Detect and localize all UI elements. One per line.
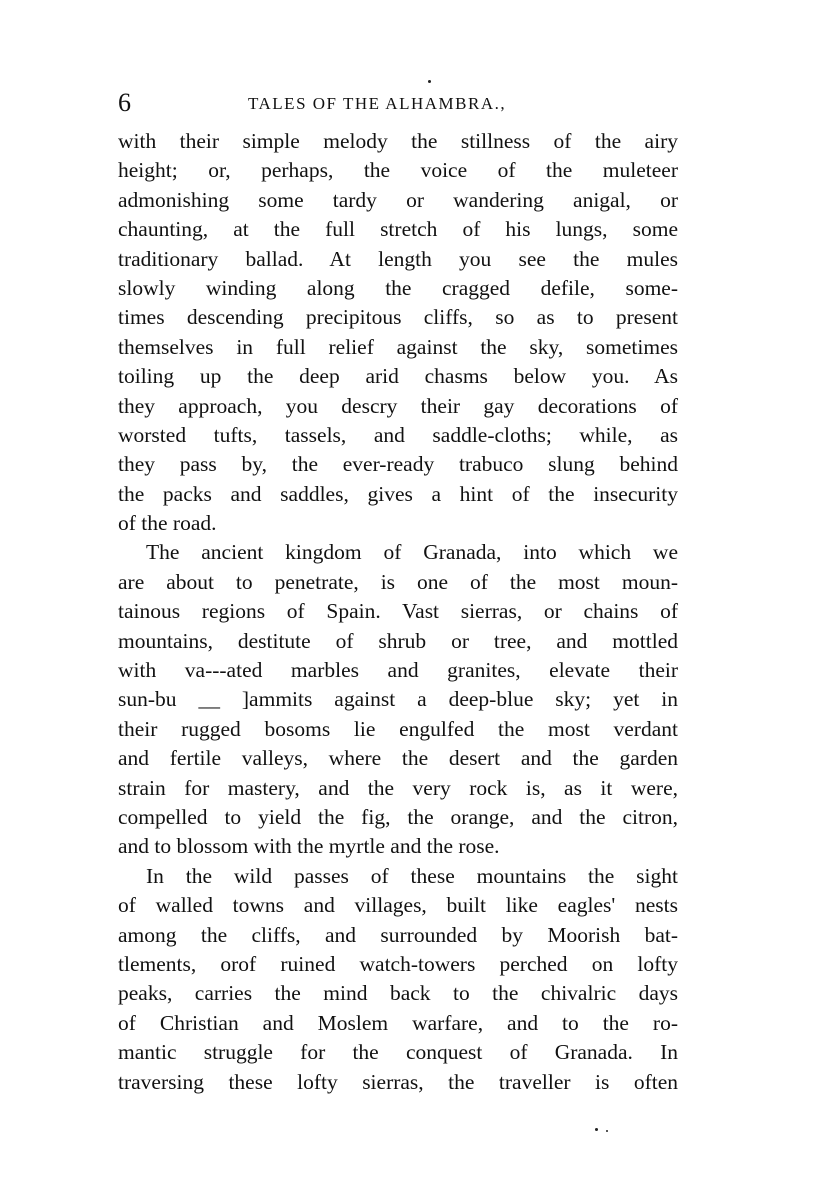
text-line: of the road.: [118, 511, 217, 536]
text-line: and fertile valleys, where the desert and the garden: [118, 746, 678, 771]
text-line: toiling up the deep arid chasms below you. As: [118, 364, 678, 389]
text-line: the packs and saddles, gives a hint of the insecurity: [118, 481, 678, 506]
print-speck: [606, 1130, 608, 1132]
text-line: traditionary ballad. At length you see the mules: [118, 246, 678, 271]
text-line: The ancient kingdom of Granada, into which we: [146, 540, 678, 565]
text-line: tlements, orof ruined watch-towers perched on lofty: [118, 951, 678, 976]
text-line: their rugged bosoms lie engulfed the most verdant: [118, 716, 678, 741]
body-text: [118, 127, 678, 1097]
text-line: sun-bu __ ]ammits against a deep-blue sky; yet in: [118, 687, 678, 712]
text-line: of Christian and Moslem warfare, and to the ro-: [118, 1010, 678, 1035]
text-line: mountains, destitute of shrub or tree, and mottled: [118, 628, 678, 653]
text-line: admonishing some tardy or wandering anigal, or: [118, 187, 678, 212]
text-line: mantic struggle for the conquest of Granada. In: [118, 1040, 678, 1065]
text-line: with their simple melody the stillness of the airy: [118, 129, 678, 153]
text-line: chaunting, at the full stretch of his lungs, some: [118, 217, 678, 242]
text-line: they approach, you descry their gay decorations of: [118, 393, 678, 418]
text-line: strain for mastery, and the very rock is, as it were,: [118, 775, 678, 800]
text-line: worsted tufts, tassels, and saddle-cloths; while, as: [118, 422, 678, 447]
text-line: among the cliffs, and surrounded by Moorish bat-: [118, 922, 678, 947]
text-line: and to blossom with the myrtle and the rose.: [118, 834, 500, 859]
text-line: slowly winding along the cragged defile, some-: [118, 275, 678, 300]
text-line: peaks, carries the mind back to the chivalric days: [118, 981, 678, 1006]
page-number: 6: [118, 88, 131, 117]
text-line: compelled to yield the fig, the orange, and the citron,: [118, 804, 678, 829]
text-line: In the wild passes of these mountains the sight: [146, 863, 678, 888]
text-line: traversing these lofty sierras, the traveller is often: [118, 1069, 678, 1094]
text-line: tainous regions of Spain. Vast sierras, or chains of: [118, 599, 678, 624]
print-speck: [595, 1128, 598, 1131]
running-head: [118, 88, 678, 118]
text-line: height; or, perhaps, the voice of the muleteer: [118, 158, 678, 183]
text-line: they pass by, the ever-ready trabuco slung behind: [118, 452, 678, 477]
text-line: times descending precipitous cliffs, so as to present: [118, 305, 678, 330]
text-line: are about to penetrate, is one of the most moun-: [118, 569, 678, 594]
text-line: themselves in full relief against the sky, sometimes: [118, 334, 678, 359]
running-title: TALES OF THE ALHAMBRA.,: [248, 94, 507, 113]
print-speck: [428, 80, 431, 83]
text-line: with va-‑‑ated marbles and granites, elevate their: [118, 658, 678, 683]
text-line: of walled towns and villages, built like eagles' nests: [118, 893, 678, 918]
